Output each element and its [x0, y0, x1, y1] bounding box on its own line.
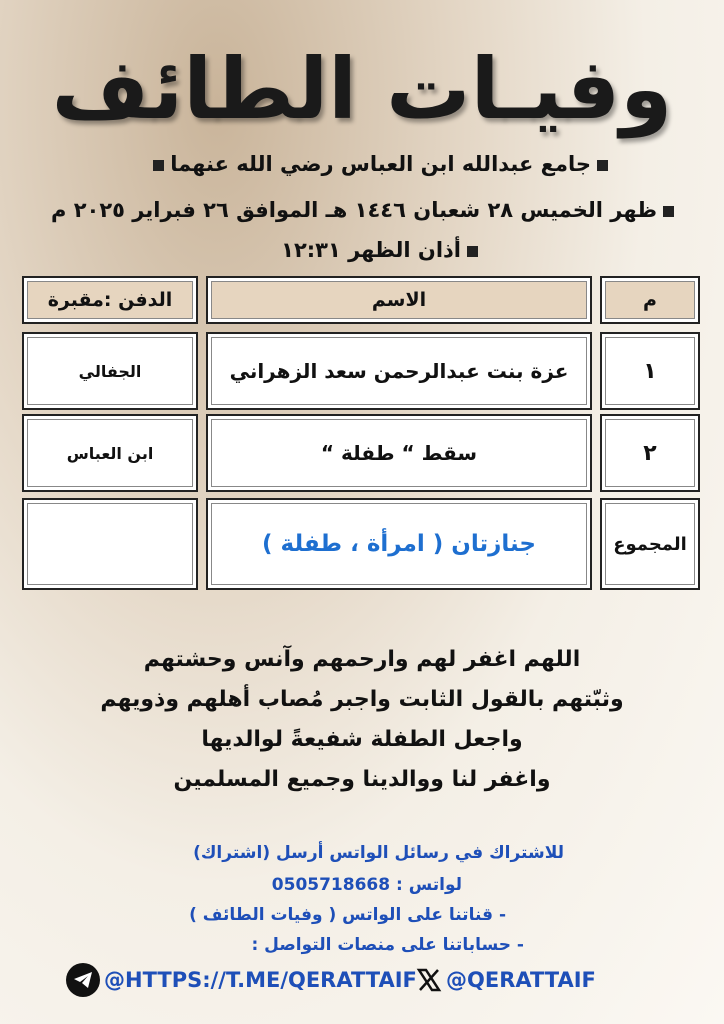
header-number: م — [600, 276, 700, 324]
telegram-link[interactable] — [66, 962, 417, 998]
datetime-text: ظهر الخميس ٢٨ شعبان ١٤٤٦ هـ الموافق ٢٦ فبراير ٢٠٢٥ م — [51, 198, 657, 222]
mosque-text: جامع عبدالله ابن العباس رضي الله عنهما — [170, 152, 591, 176]
dua-line: اللهم اغفر لهم وارحمهم وآنس وحشتهم — [143, 647, 581, 672]
whatsapp-number: لواتس : 0505718668 — [271, 875, 462, 895]
dua-line: واجعل الطفلة شفيعةً لوالديها — [201, 727, 523, 752]
row-name: سقط “ طفلة “ — [206, 414, 592, 492]
total-burial-empty — [22, 498, 198, 590]
page-title: وفيـات الطائف — [51, 40, 673, 138]
dua-block — [0, 640, 724, 800]
adhan-text: أذان الظهر ١٢:٣١ — [281, 238, 461, 262]
row-burial: الجفالي — [22, 332, 198, 410]
x-logo-icon — [414, 965, 444, 995]
adhan-line — [281, 238, 484, 262]
dua-line: وثبّتهم بالقول الثابت واجبر مُصاب أهلهم وذويهم — [100, 687, 624, 712]
row-name: عزة بنت عبدالرحمن سعد الزهراني — [206, 332, 592, 410]
row-number: ٢ — [600, 414, 700, 492]
dua-line: واغفر لنا ووالدينا وجميع المسلمين — [173, 767, 551, 792]
subscribe-instructions: للاشتراك في رسائل الواتس أرسل (اشتراك) — [193, 843, 564, 863]
bullet-square-icon — [663, 206, 674, 217]
row-burial: ابن العباس — [22, 414, 198, 492]
bullet-square-icon — [153, 160, 164, 171]
bullet-square-icon — [597, 160, 608, 171]
mosque-line — [147, 152, 614, 176]
header-name: الاسم — [206, 276, 592, 324]
x-link[interactable] — [414, 962, 596, 998]
header-burial: الدفن :مقبرة — [22, 276, 198, 324]
bullet-square-icon — [467, 246, 478, 257]
x-handle: @QERATTAIF — [446, 968, 596, 992]
datetime-line — [51, 198, 680, 222]
total-value: جنازتان ( امرأة ، طفلة ) — [206, 498, 592, 590]
telegram-handle: @HTTPS://T.ME/QERATTAIF — [104, 968, 417, 992]
total-label: المجموع — [600, 498, 700, 590]
row-number: ١ — [600, 332, 700, 410]
whatsapp-channel: - قناتنا على الواتس ( وفيات الطائف ) — [189, 905, 506, 925]
telegram-icon — [66, 963, 100, 997]
social-accounts-label: - حساباتنا على منصات التواصل : — [251, 935, 524, 955]
